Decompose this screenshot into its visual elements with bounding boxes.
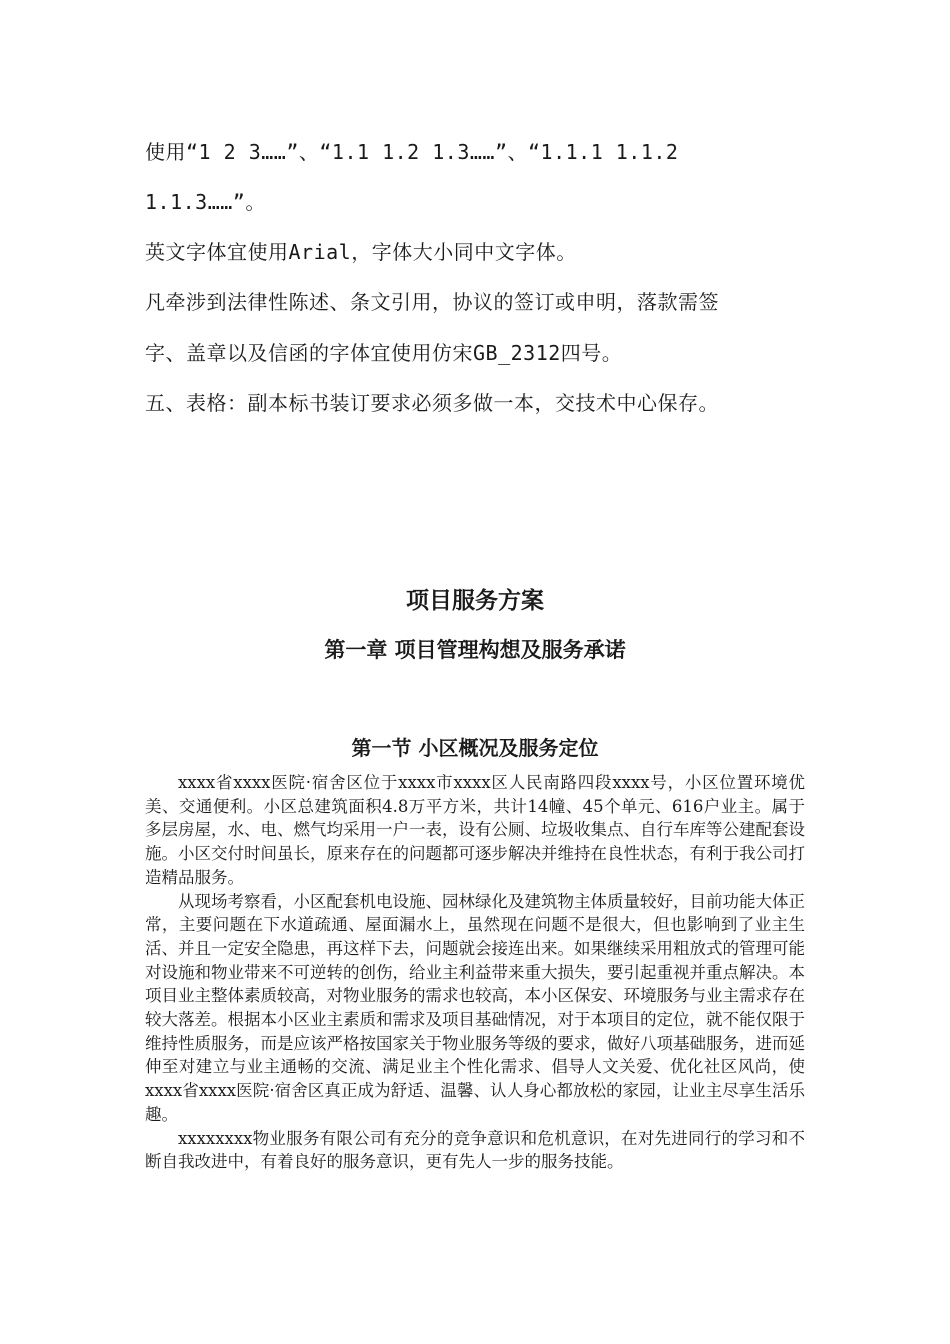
numbering-rule-line-1: 使用“1 2 3……”、“1.1 1.2 1.3……”、“1.1.1 1.1.2 xyxy=(145,140,679,164)
legal-font-rule-line-1: 凡牵涉到法律性陈述、条文引用，协议的签订或申明，落款需签 xyxy=(145,290,719,314)
paragraph-overview: xxxx省xxxx医院·宿舍区位于xxxx市xxxx区人民南路四段xxxx号，小区位置环境优美、交通便利。小区总建筑面积4.8万平方米，共计14幢、45个单元、616户业主。属于多层房屋，水、电、燃气均采用一户一表，设有公厕、垃圾收集点、自行车库等公建配套设施。小区交付时间虽长，原来存在的问题都可逐步解决并维持在良性状态，有利于我公司打造精品服务。 xyxy=(145,773,805,887)
section-heading: 第一节 小区概况及服务定位 xyxy=(351,736,599,760)
section-body xyxy=(145,771,805,1174)
legal-font-rule-line-2: 字、盖章以及信函的字体宜使用仿宋GB_2312四号。 xyxy=(145,341,623,365)
table-rule: 五、表格：副本标书装订要求必须多做一本，交技术中心保存。 xyxy=(145,391,719,415)
document-title: 项目服务方案 xyxy=(406,588,544,614)
chapter-heading: 第一章 项目管理构想及服务承诺 xyxy=(324,638,626,662)
paragraph-assessment: 从现场考察看，小区配套机电设施、园林绿化及建筑物主体质量较好，目前功能大体正常，主要问题在下水道疏通、屋面漏水上，虽然现在问题不是很大，但也影响到了业主生活、并且一定安全隐患，再这样下去，问题就会接连出来。如果继续采用粗放式的管理可能对设施和物业带来不可逆转的创伤，给业主利益带来重大损失，要引起重视并重点解决。本项目业主整体素质较高，对物业服务的需求也较高，本小区保安、环境服务与业主需求存在较大落差。根据本小区业主素质和需求及项目基础情况，对于本项目的定位，就不能仅限于维持性质服务，而是应该严格按国家关于物业服务等级的要求，做好八项基础服务，进而延伸至对建立与业主通畅的交流、满足业主个性化需求、倡导人文关爱、优化社区风尚，使xxxx省xxxx医院·宿舍区真正成为舒适、温馨、认人身心都放松的家园，让业主尽享生活乐趣。 xyxy=(145,891,805,1124)
numbering-rule-line-2: 1.1.3……”。 xyxy=(145,190,266,214)
paragraph-company: xxxxxxxx物业服务有限公司有充分的竞争意识和危机意识，在对先进同行的学习和不断自我改进中，有着良好的服务意识，更有先人一步的服务技能。 xyxy=(145,1128,805,1172)
english-font-rule: 英文字体宜使用Arial，字体大小同中文字体。 xyxy=(145,240,577,264)
